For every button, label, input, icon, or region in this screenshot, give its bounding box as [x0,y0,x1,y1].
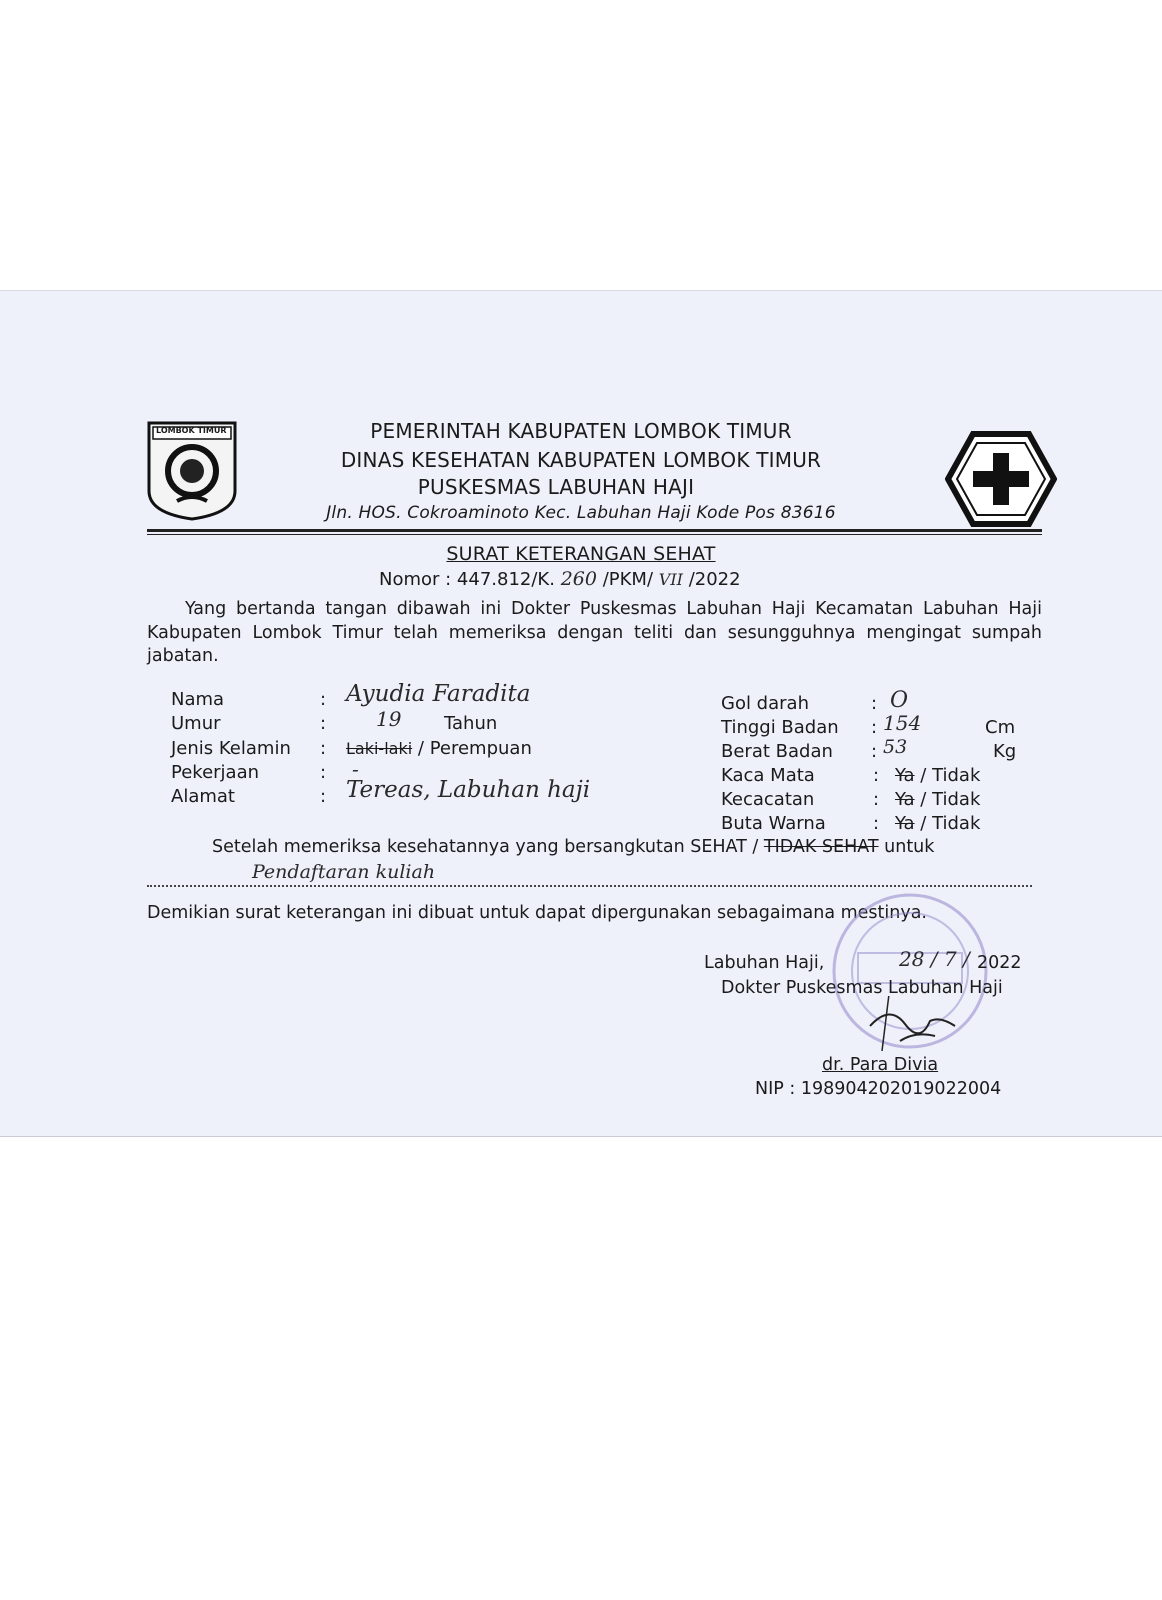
header-line-3: PUSKESMAS LABUHAN HAJI [417,475,695,499]
tinggi-badan-unit: Cm [985,717,1016,738]
kecacatan-label: Kecacatan [721,789,815,810]
gol-darah-label: Gol darah [721,693,809,714]
document-number [379,568,741,590]
nama-colon: : [320,689,327,710]
umur-label: Umur [171,713,221,734]
buta-warna-colon: : [873,813,880,834]
kaca-mata-rest: / Tidak [920,765,981,786]
nama-value: Ayudia Faradita [346,681,531,707]
kaca-mata-value [895,765,980,786]
sign-date-handwritten: 28 / 7 / [899,947,970,971]
logo-caption: LOMBOK TIMUR [156,426,227,435]
pekerjaan-colon: : [320,762,327,783]
buta-warna-value [895,813,980,834]
nama-label: Nama [171,689,225,710]
gol-darah-value: O [890,688,909,713]
tinggi-badan-colon: : [871,717,878,738]
doctor-name: dr. Para Divia [822,1055,939,1075]
number-year: /2022 [688,569,741,590]
header-address: Jln. HOS. Cokroaminoto Kec. Labuhan Haji Kode Pos 83616 [326,503,836,523]
jenis-kelamin-struck: Laki-laki [346,739,413,758]
kaca-mata-colon: : [873,765,880,786]
buta-warna-label: Buta Warna [721,813,826,834]
number-handwritten: 260 [560,568,597,590]
document-title: SURAT KETERANGAN SEHAT [446,543,716,565]
kecacatan-colon: : [873,789,880,810]
alamat-label: Alamat [171,786,235,807]
berat-badan-colon: : [871,741,878,762]
intro-paragraph: Yang bertanda tangan dibawah ini Dokter Puskesmas Labuhan Haji Kecamatan Labuhan Haji Kabupaten Lombok Timur telah memeriksa dengan teliti dan sesungguhnya mengingat sumpah jabatan. [147,599,1042,666]
pekerjaan-label: Pekerjaan [171,762,260,783]
doctor-nip: NIP : 198904202019022004 [755,1079,1002,1099]
number-month-handwritten: VII [658,570,683,589]
signature-scribble [860,996,970,1051]
header-rule-thick [147,529,1042,532]
tinggi-badan-label: Tinggi Badan [721,717,839,738]
kecacatan-value [895,789,980,810]
pekerjaan-value: - [352,757,359,781]
kaca-mata-struck: Ya [895,765,915,786]
sign-place: Labuhan Haji, [704,953,825,973]
letter-sheet [0,290,1162,1137]
jenis-kelamin-value [346,738,532,759]
umur-unit: Tahun [444,713,498,734]
purpose-value: Pendaftaran kuliah [252,861,436,883]
gol-darah-colon: : [871,693,878,714]
alamat-colon: : [320,786,327,807]
result-pre: Setelah memeriksa kesehatannya yang bersangkutan SEHAT / [212,837,759,857]
buta-warna-struck: Ya [895,813,915,834]
header-line-1: PEMERINTAH KABUPATEN LOMBOK TIMUR [370,419,792,443]
buta-warna-rest: / Tidak [920,813,981,834]
result-struck: TIDAK SEHAT [763,837,879,857]
jenis-kelamin-rest: / Perempuan [417,738,532,759]
result-post: untuk [884,837,935,857]
kaca-mata-label: Kaca Mata [721,765,815,786]
purpose-dotted-line [147,885,1032,887]
header-rule-thin [147,534,1042,535]
jenis-kelamin-label: Jenis Kelamin [171,738,291,759]
umur-value: 19 [376,707,402,731]
umur-colon: : [320,713,327,734]
result-line [212,837,1042,857]
berat-badan-value: 53 [883,736,908,758]
alamat-value: Tereas, Labuhan haji [346,777,591,803]
jenis-kelamin-colon: : [320,738,327,759]
berat-badan-label: Berat Badan [721,741,833,762]
header-line-2: DINAS KESEHATAN KABUPATEN LOMBOK TIMUR [340,448,822,472]
kecacatan-struck: Ya [895,789,915,810]
closing-sentence: Demikian surat keterangan ini dibuat untuk dapat dipergunakan sebagaimana mestinya. [147,903,927,923]
kecacatan-rest: / Tidak [920,789,981,810]
number-mid: /PKM/ [602,569,654,590]
tinggi-badan-value: 154 [883,711,922,735]
sign-role: Dokter Puskesmas Labuhan Haji [721,978,1003,998]
sign-year: 2022 [977,953,1022,973]
number-prefix: Nomor : 447.812/K. [379,569,555,590]
berat-badan-unit: Kg [993,741,1017,762]
